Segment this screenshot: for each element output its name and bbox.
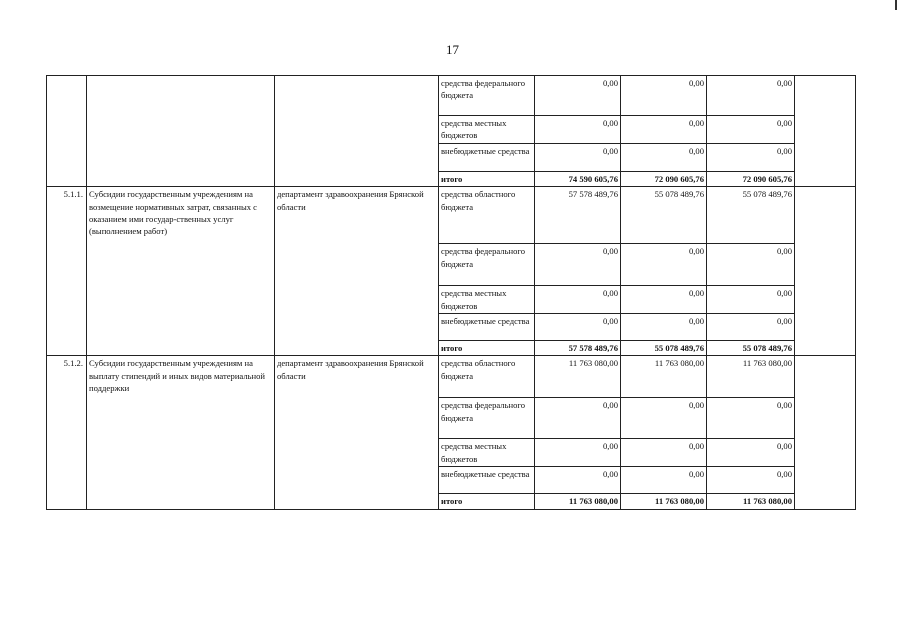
source-cell: средства федерального бюджета (439, 76, 535, 116)
value-cell: 0,00 (621, 398, 707, 439)
value-cell: 57 578 489,76 (535, 187, 621, 244)
value-cell: 0,00 (621, 314, 707, 341)
value-cell: 0,00 (707, 143, 795, 171)
source-cell: внебюджетные средства (439, 467, 535, 494)
section-executor: департамент здравоохранения Брянской области (275, 356, 439, 509)
section-code: 5.1.2. (47, 356, 87, 509)
total-value-cell: 11 763 080,00 (707, 494, 795, 509)
value-cell: 0,00 (535, 398, 621, 439)
scan-edge-mark (895, 0, 897, 10)
source-cell: итого (439, 341, 535, 356)
value-cell: 11 763 080,00 (707, 356, 795, 398)
value-cell: 0,00 (535, 314, 621, 341)
total-value-cell: 72 090 605,76 (621, 171, 707, 186)
value-cell: 0,00 (707, 116, 795, 144)
value-cell: 0,00 (707, 244, 795, 286)
value-cell: 0,00 (621, 467, 707, 494)
value-cell: 0,00 (707, 286, 795, 314)
source-cell: средства местных бюджетов (439, 439, 535, 467)
source-cell: итого (439, 171, 535, 186)
source-cell: средства федерального бюджета (439, 398, 535, 439)
value-cell: 0,00 (621, 76, 707, 116)
value-cell: 0,00 (707, 398, 795, 439)
total-value-cell: 11 763 080,00 (621, 494, 707, 509)
table-row (47, 356, 856, 398)
source-cell: средства областного бюджета (439, 187, 535, 244)
value-cell: 0,00 (535, 467, 621, 494)
value-cell: 0,00 (707, 76, 795, 116)
value-cell: 11 763 080,00 (535, 356, 621, 398)
total-value-cell: 55 078 489,76 (707, 341, 795, 356)
value-cell: 0,00 (621, 439, 707, 467)
value-cell: 0,00 (707, 314, 795, 341)
source-cell: средства федерального бюджета (439, 244, 535, 286)
value-cell: 0,00 (621, 116, 707, 144)
value-cell: 0,00 (535, 439, 621, 467)
value-cell: 0,00 (707, 467, 795, 494)
section-code: 5.1.1. (47, 187, 87, 356)
extra-cell-empty (795, 187, 856, 356)
executor-cell-empty (275, 76, 439, 187)
value-cell: 0,00 (535, 286, 621, 314)
total-value-cell: 57 578 489,76 (535, 341, 621, 356)
table-row (47, 76, 856, 116)
total-value-cell: 72 090 605,76 (707, 171, 795, 186)
budget-table (46, 75, 856, 510)
source-cell: итого (439, 494, 535, 509)
source-cell: средства областного бюджета (439, 356, 535, 398)
section-executor: департамент здравоохранения Брянской области (275, 187, 439, 356)
value-cell: 0,00 (707, 439, 795, 467)
table-row (47, 187, 856, 244)
value-cell: 0,00 (535, 116, 621, 144)
value-cell: 0,00 (621, 286, 707, 314)
value-cell: 0,00 (535, 76, 621, 116)
source-cell: внебюджетные средства (439, 143, 535, 171)
source-cell: средства местных бюджетов (439, 116, 535, 144)
source-cell: внебюджетные средства (439, 314, 535, 341)
value-cell: 0,00 (535, 143, 621, 171)
value-cell: 55 078 489,76 (621, 187, 707, 244)
section-name: Субсидии государственным учреждениям на возмещение нормативных затрат, связанных с оказанием ими государ-ственных услуг (выполнением работ) (87, 187, 275, 356)
value-cell: 0,00 (621, 244, 707, 286)
value-cell: 55 078 489,76 (707, 187, 795, 244)
name-cell-empty (87, 76, 275, 187)
extra-cell-empty (795, 76, 856, 187)
extra-cell-empty (795, 356, 856, 509)
value-cell: 0,00 (535, 244, 621, 286)
total-value-cell: 11 763 080,00 (535, 494, 621, 509)
source-cell: средства местных бюджетов (439, 286, 535, 314)
value-cell: 0,00 (621, 143, 707, 171)
code-cell-empty (47, 76, 87, 187)
value-cell: 11 763 080,00 (621, 356, 707, 398)
total-value-cell: 55 078 489,76 (621, 341, 707, 356)
page-number: 17 (446, 42, 459, 57)
total-value-cell: 74 590 605,76 (535, 171, 621, 186)
section-name: Субсидии государственным учреждениям на выплату стипендий и иных видов материальной поддержки (87, 356, 275, 509)
